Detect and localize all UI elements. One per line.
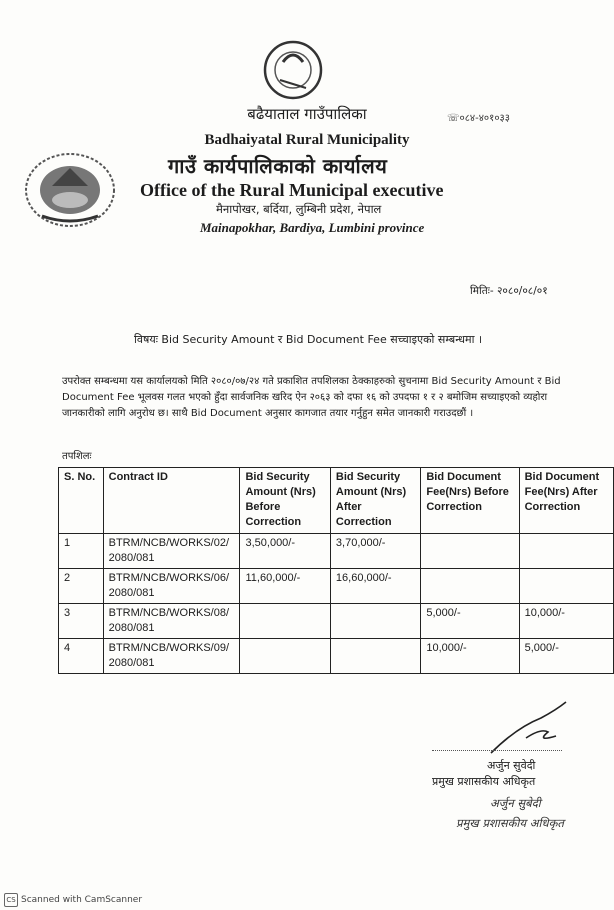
cell-security-before	[240, 639, 330, 674]
address-nepali: मैनापोखर, बर्दिया, लुम्बिनी प्रदेश, नेपाल	[216, 202, 382, 216]
office-name-english: Badhaiyatal Rural Municipality	[204, 132, 410, 148]
stamp-title: प्रमुख प्रशासकीय अधिकृत	[456, 816, 564, 830]
cell-contract-id: BTRM/NCB/WORKS/02/ 2080/081	[103, 534, 240, 569]
office-title-english: Office of the Rural Municipal executive	[140, 180, 444, 200]
cell-sno: 4	[59, 639, 104, 674]
cell-security-after: 16,60,000/-	[330, 569, 420, 604]
cell-security-after	[330, 604, 420, 639]
col-header-sno: S. No.	[59, 468, 104, 534]
table-row	[59, 569, 614, 604]
table-row	[59, 604, 614, 639]
municipality-seal-icon	[258, 30, 328, 110]
cell-fee-after: 10,000/-	[519, 604, 613, 639]
cell-contract-id: BTRM/NCB/WORKS/08/ 2080/081	[103, 604, 240, 639]
cell-fee-after: 5,000/-	[519, 639, 613, 674]
cell-security-before: 11,60,000/-	[240, 569, 330, 604]
cell-sno: 3	[59, 604, 104, 639]
cell-fee-before: 5,000/-	[421, 604, 519, 639]
signatory-name: अर्जुन सुवेदी	[487, 759, 536, 772]
camscanner-icon: CS	[4, 893, 18, 907]
address-english: Mainapokhar, Bardiya, Lumbini province	[200, 220, 425, 235]
nepal-emblem-icon	[22, 146, 118, 228]
office-name-nepali: बढैयाताल गाउँपालिका	[247, 105, 367, 123]
cell-sno: 1	[59, 534, 104, 569]
stamp-name: अर्जुन सुबेदी	[490, 796, 541, 810]
letter-date: मितिः- २०८०/०८/०१	[470, 285, 548, 297]
cell-fee-before	[421, 569, 519, 604]
col-header-contract-id: Contract ID	[103, 468, 240, 534]
table-header-row	[59, 468, 614, 534]
signatory-title: प्रमुख प्रशासकीय अधिकृत	[432, 775, 536, 788]
cell-fee-before: 10,000/-	[421, 639, 519, 674]
scanner-watermark	[4, 893, 142, 907]
cell-fee-after	[519, 569, 613, 604]
cell-security-after: 3,70,000/-	[330, 534, 420, 569]
letter-subject: विषयः Bid Security Amount र Bid Document Fee सच्चाइएको सम्बन्धमा ।	[134, 333, 483, 346]
office-title-nepali: गाउँ कार्यपालिकाको कार्यालय	[168, 154, 388, 178]
letter-body: उपरोक्त सम्बन्धमा यस कार्यालयको मिति २०८०/०७/२४ गते प्रकाशित तपशिलका ठेक्काहरुको सुचनामा Bid Security Amount र Bid Document Fee भूलवस गलत भएको हुँदा सार्वजनिक खरिद ऐन २०६३ को दफा १६ को उपदफा १ र २ बमोजिम सच्याइएको व्यहोरा जानकारीको लागि अनुरोध छ। साथै Bid Document अनुसार कागजात तयार गर्नुहुन समेत जानकारी गराउदछौं ।	[62, 376, 561, 419]
handwritten-signature	[486, 698, 576, 758]
table-row	[59, 639, 614, 674]
cell-sno: 2	[59, 569, 104, 604]
col-header-fee-after: Bid Document Fee(Nrs) After Correction	[519, 468, 613, 534]
cell-security-after	[330, 639, 420, 674]
col-header-security-after: Bid Security Amount (Nrs) After Correction	[330, 468, 420, 534]
col-header-security-before: Bid Security Amount (Nrs) Before Correction	[240, 468, 330, 534]
signature-line	[432, 750, 562, 751]
office-phone: ☏०८४-४०१०३३	[447, 113, 510, 124]
col-header-fee-before: Bid Document Fee(Nrs) Before Correction	[421, 468, 519, 534]
cell-contract-id: BTRM/NCB/WORKS/06/ 2080/081	[103, 569, 240, 604]
scanner-text: Scanned with CamScanner	[21, 895, 143, 905]
table-row	[59, 534, 614, 569]
bid-correction-table	[58, 467, 614, 674]
cell-security-before	[240, 604, 330, 639]
cell-fee-before	[421, 534, 519, 569]
cell-fee-after	[519, 534, 613, 569]
cell-contract-id: BTRM/NCB/WORKS/09/ 2080/081	[103, 639, 240, 674]
cell-security-before: 3,50,000/-	[240, 534, 330, 569]
details-label: तपशिलः	[62, 451, 92, 462]
